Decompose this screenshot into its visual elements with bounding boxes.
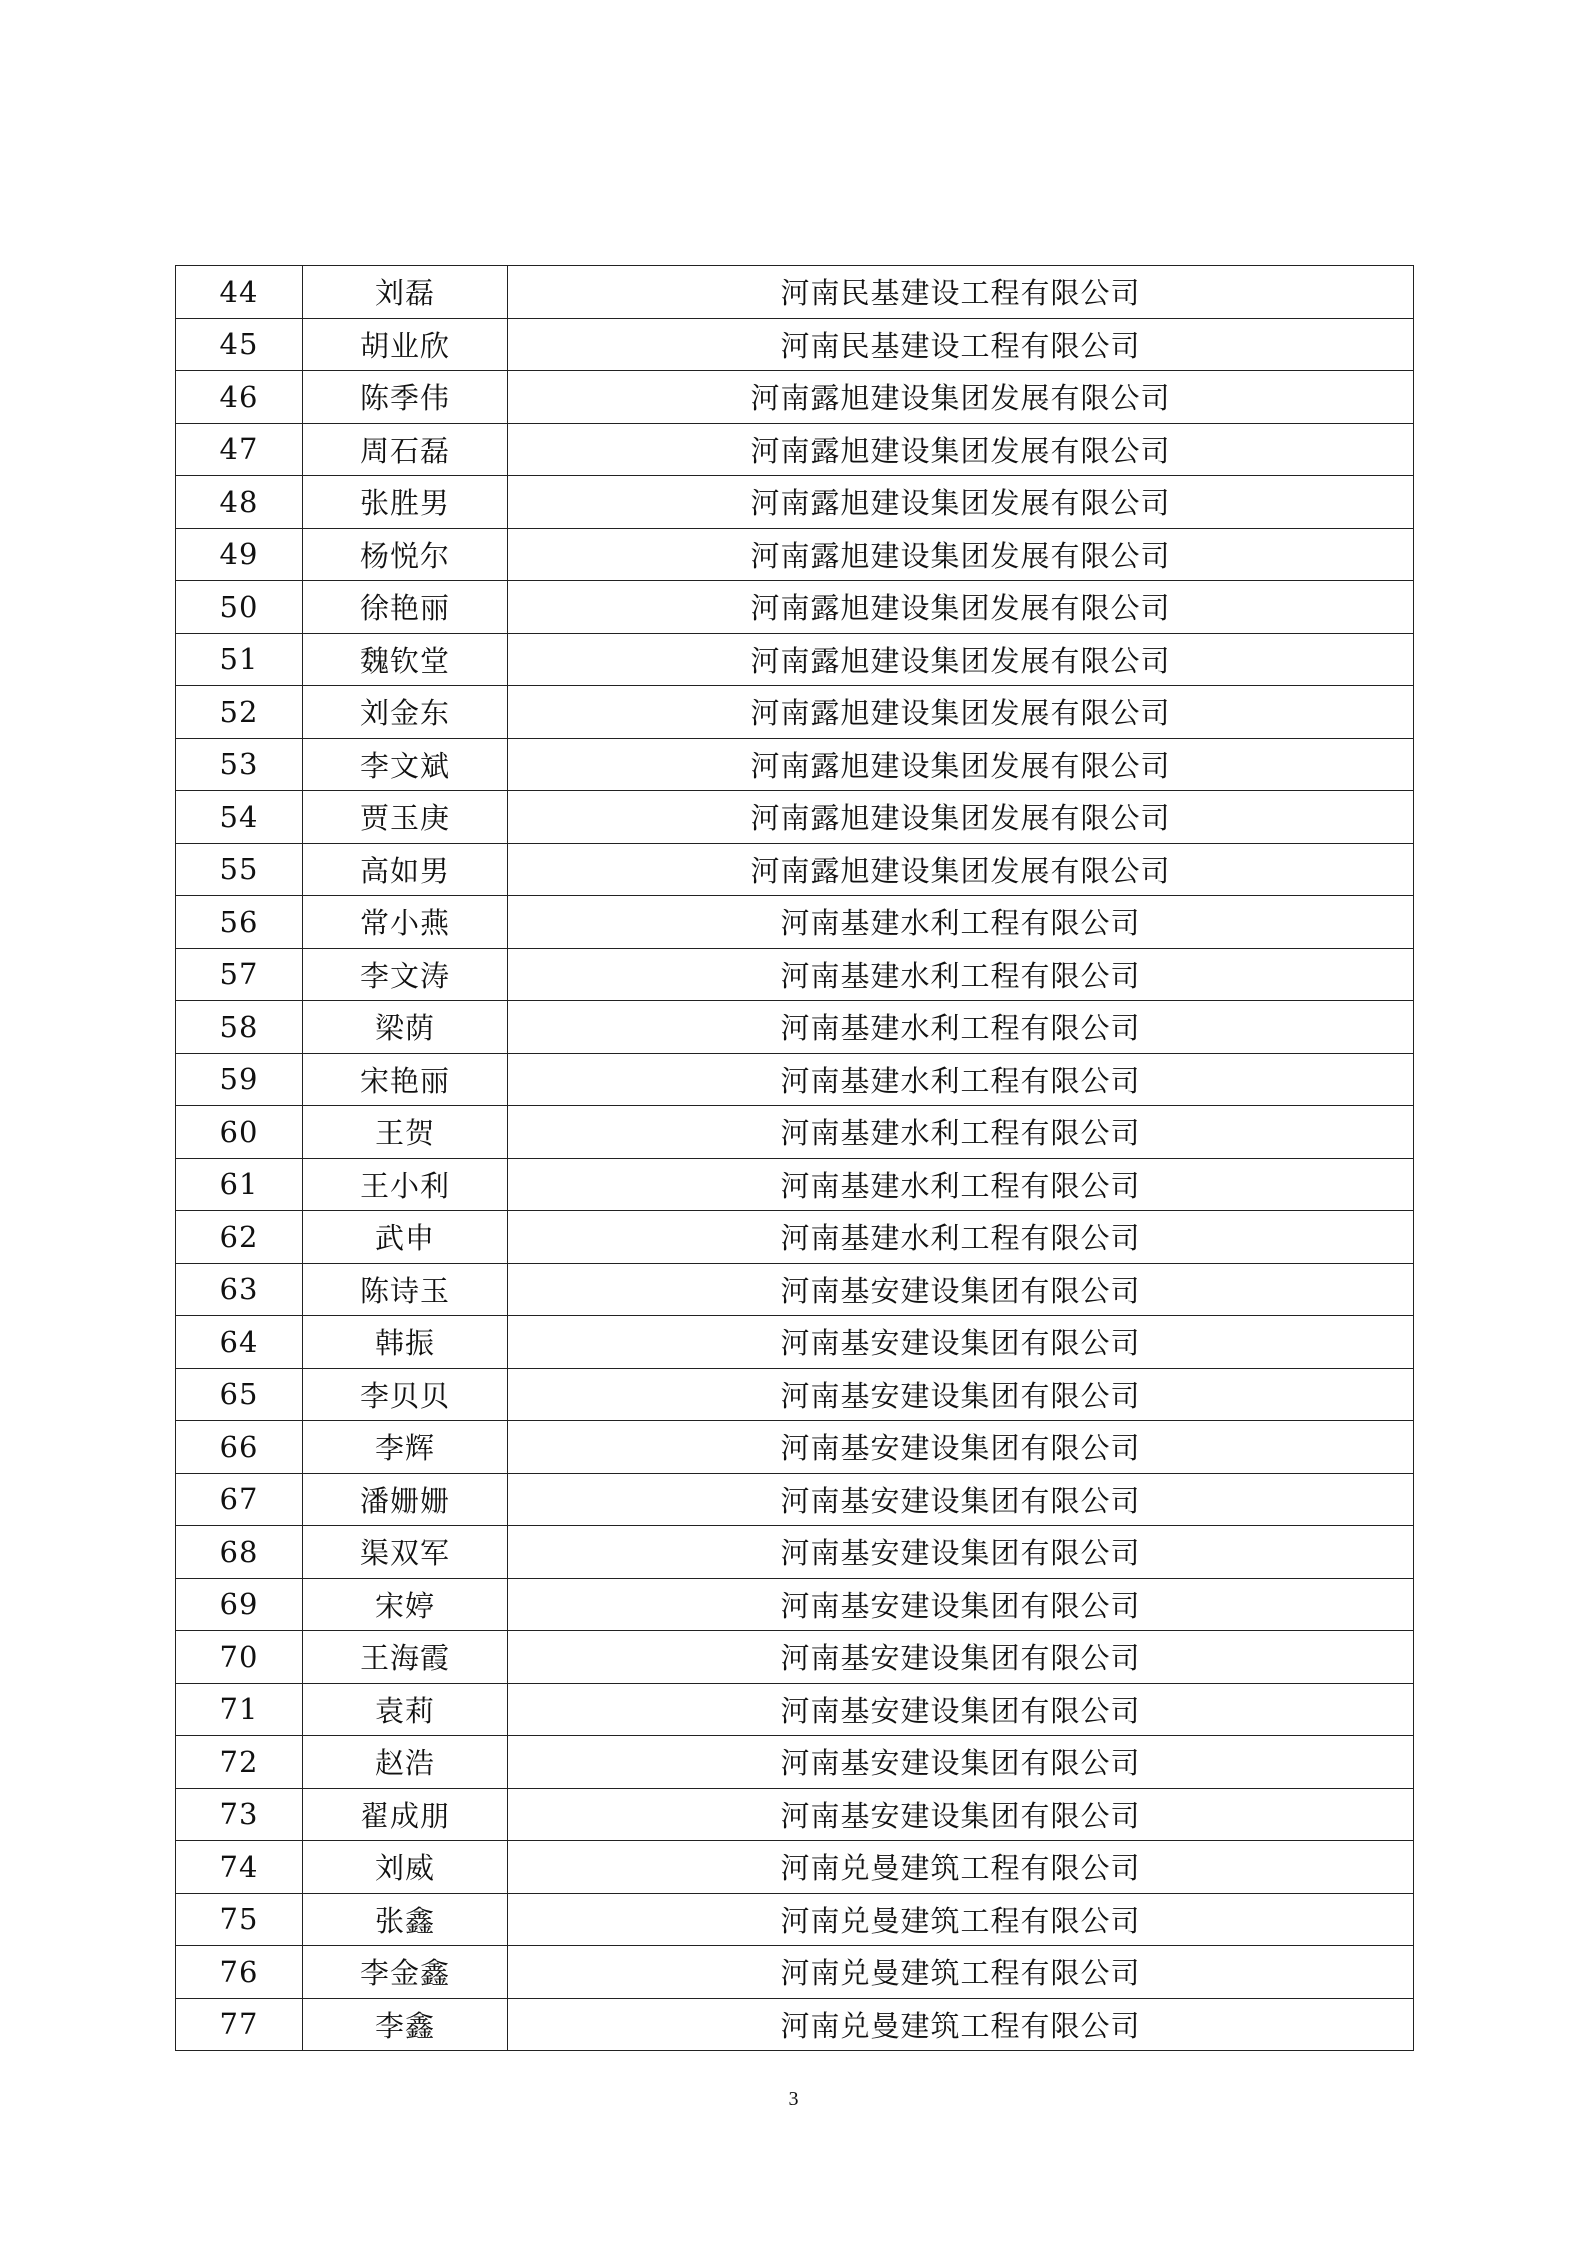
company-name-cell: 河南民基建设工程有限公司 [508,318,1414,371]
table-row [176,1421,1414,1474]
person-name-cell: 王小利 [303,1158,508,1211]
table-row [176,371,1414,424]
person-name-cell: 常小燕 [303,896,508,949]
person-name-cell: 陈季伟 [303,371,508,424]
table-row [176,1001,1414,1054]
table-row [176,1106,1414,1159]
person-name-cell: 赵浩 [303,1736,508,1789]
company-name-cell: 河南基建水利工程有限公司 [508,1001,1414,1054]
person-name-cell: 周石磊 [303,423,508,476]
page-number: 3 [788,2088,799,2110]
row-number-cell: 58 [176,1001,303,1054]
row-number-cell: 47 [176,423,303,476]
row-number-cell: 70 [176,1631,303,1684]
row-number-cell: 55 [176,843,303,896]
row-number-cell: 60 [176,1106,303,1159]
company-name-cell: 河南基安建设集团有限公司 [508,1263,1414,1316]
company-name-cell: 河南基安建设集团有限公司 [508,1526,1414,1579]
table-row [176,266,1414,319]
company-name-cell: 河南兑曼建筑工程有限公司 [508,1893,1414,1946]
company-name-cell: 河南露旭建设集团发展有限公司 [508,423,1414,476]
company-name-cell: 河南基安建设集团有限公司 [508,1631,1414,1684]
company-name-cell: 河南露旭建设集团发展有限公司 [508,371,1414,424]
row-number-cell: 69 [176,1578,303,1631]
person-name-cell: 陈诗玉 [303,1263,508,1316]
company-name-cell: 河南露旭建设集团发展有限公司 [508,581,1414,634]
person-name-cell: 宋婷 [303,1578,508,1631]
row-number-cell: 57 [176,948,303,1001]
row-number-cell: 77 [176,1998,303,2051]
table-row [176,1631,1414,1684]
row-number-cell: 75 [176,1893,303,1946]
person-name-cell: 李贝贝 [303,1368,508,1421]
row-number-cell: 51 [176,633,303,686]
row-number-cell: 50 [176,581,303,634]
table-row [176,581,1414,634]
roster-table [175,265,1414,2051]
row-number-cell: 63 [176,1263,303,1316]
row-number-cell: 64 [176,1316,303,1369]
row-number-cell: 46 [176,371,303,424]
company-name-cell: 河南露旭建设集团发展有限公司 [508,686,1414,739]
person-name-cell: 魏钦堂 [303,633,508,686]
table-row [176,791,1414,844]
row-number-cell: 49 [176,528,303,581]
table-row [176,896,1414,949]
row-number-cell: 53 [176,738,303,791]
table-row [176,843,1414,896]
table-row [176,1526,1414,1579]
company-name-cell: 河南露旭建设集团发展有限公司 [508,738,1414,791]
person-name-cell: 王贺 [303,1106,508,1159]
table-row [176,1998,1414,2051]
company-name-cell: 河南基安建设集团有限公司 [508,1578,1414,1631]
company-name-cell: 河南基安建设集团有限公司 [508,1473,1414,1526]
table-row [176,686,1414,739]
company-name-cell: 河南基安建设集团有限公司 [508,1316,1414,1369]
table-row [176,1158,1414,1211]
table-row [176,318,1414,371]
person-name-cell: 李文涛 [303,948,508,1001]
row-number-cell: 76 [176,1946,303,1999]
row-number-cell: 65 [176,1368,303,1421]
table-row [176,1578,1414,1631]
table-row [176,1316,1414,1369]
person-name-cell: 武申 [303,1211,508,1264]
row-number-cell: 68 [176,1526,303,1579]
table-row [176,1893,1414,1946]
person-name-cell: 刘磊 [303,266,508,319]
person-name-cell: 杨悦尔 [303,528,508,581]
company-name-cell: 河南基建水利工程有限公司 [508,1211,1414,1264]
row-number-cell: 61 [176,1158,303,1211]
table-row [176,738,1414,791]
company-name-cell: 河南露旭建设集团发展有限公司 [508,843,1414,896]
company-name-cell: 河南露旭建设集团发展有限公司 [508,791,1414,844]
row-number-cell: 45 [176,318,303,371]
person-name-cell: 徐艳丽 [303,581,508,634]
company-name-cell: 河南兑曼建筑工程有限公司 [508,1946,1414,1999]
person-name-cell: 胡业欣 [303,318,508,371]
roster-table-body [176,266,1414,2051]
table-row [176,1473,1414,1526]
company-name-cell: 河南露旭建设集团发展有限公司 [508,476,1414,529]
row-number-cell: 54 [176,791,303,844]
company-name-cell: 河南露旭建设集团发展有限公司 [508,633,1414,686]
person-name-cell: 张鑫 [303,1893,508,1946]
table-row [176,1683,1414,1736]
row-number-cell: 73 [176,1788,303,1841]
company-name-cell: 河南基建水利工程有限公司 [508,1106,1414,1159]
person-name-cell: 张胜男 [303,476,508,529]
company-name-cell: 河南露旭建设集团发展有限公司 [508,528,1414,581]
row-number-cell: 56 [176,896,303,949]
row-number-cell: 48 [176,476,303,529]
person-name-cell: 翟成朋 [303,1788,508,1841]
person-name-cell: 梁荫 [303,1001,508,1054]
company-name-cell: 河南基安建设集团有限公司 [508,1788,1414,1841]
company-name-cell: 河南兑曼建筑工程有限公司 [508,1998,1414,2051]
table-row [176,1053,1414,1106]
row-number-cell: 66 [176,1421,303,1474]
table-row [176,1841,1414,1894]
row-number-cell: 72 [176,1736,303,1789]
row-number-cell: 74 [176,1841,303,1894]
person-name-cell: 刘金东 [303,686,508,739]
table-row [176,1263,1414,1316]
person-name-cell: 袁莉 [303,1683,508,1736]
company-name-cell: 河南基安建设集团有限公司 [508,1368,1414,1421]
company-name-cell: 河南兑曼建筑工程有限公司 [508,1841,1414,1894]
table-row [176,423,1414,476]
company-name-cell: 河南民基建设工程有限公司 [508,266,1414,319]
company-name-cell: 河南基安建设集团有限公司 [508,1683,1414,1736]
row-number-cell: 59 [176,1053,303,1106]
row-number-cell: 44 [176,266,303,319]
table-row [176,528,1414,581]
table-row [176,633,1414,686]
person-name-cell: 李辉 [303,1421,508,1474]
company-name-cell: 河南基建水利工程有限公司 [508,1053,1414,1106]
row-number-cell: 71 [176,1683,303,1736]
person-name-cell: 潘姗姗 [303,1473,508,1526]
person-name-cell: 李金鑫 [303,1946,508,1999]
table-row [176,1368,1414,1421]
person-name-cell: 王海霞 [303,1631,508,1684]
company-name-cell: 河南基安建设集团有限公司 [508,1421,1414,1474]
person-name-cell: 贾玉庚 [303,791,508,844]
table-row [176,948,1414,1001]
row-number-cell: 52 [176,686,303,739]
person-name-cell: 李文斌 [303,738,508,791]
company-name-cell: 河南基建水利工程有限公司 [508,896,1414,949]
row-number-cell: 62 [176,1211,303,1264]
person-name-cell: 韩振 [303,1316,508,1369]
company-name-cell: 河南基安建设集团有限公司 [508,1736,1414,1789]
table-row [176,476,1414,529]
person-name-cell: 刘威 [303,1841,508,1894]
person-name-cell: 渠双军 [303,1526,508,1579]
table-row [176,1736,1414,1789]
person-name-cell: 宋艳丽 [303,1053,508,1106]
company-name-cell: 河南基建水利工程有限公司 [508,948,1414,1001]
table-row [176,1788,1414,1841]
row-number-cell: 67 [176,1473,303,1526]
table-row [176,1211,1414,1264]
person-name-cell: 高如男 [303,843,508,896]
company-name-cell: 河南基建水利工程有限公司 [508,1158,1414,1211]
person-name-cell: 李鑫 [303,1998,508,2051]
table-row [176,1946,1414,1999]
